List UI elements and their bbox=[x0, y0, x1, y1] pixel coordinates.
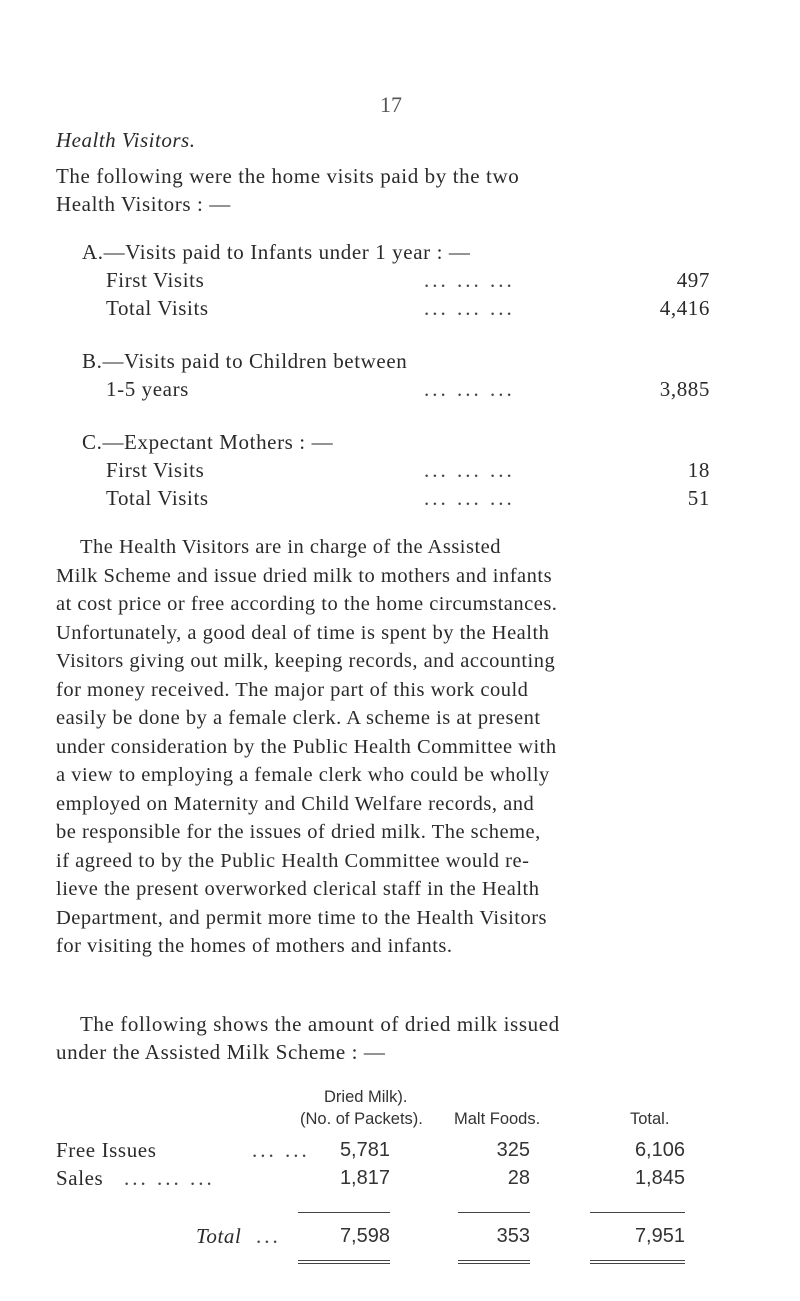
visits-c-total-value: 51 bbox=[687, 486, 710, 510]
visits-c-total-label: Total Visits bbox=[106, 486, 209, 510]
visits-c-first-dots: ... ... ... bbox=[424, 458, 515, 482]
paragraph-line: Unfortunately, a good deal of time is spent by the Health bbox=[56, 621, 550, 644]
visits-a-first-dots: ... ... ... bbox=[424, 268, 515, 292]
col-header-malt: Malt Foods. bbox=[454, 1110, 541, 1128]
rule-below-total-malt-2 bbox=[458, 1263, 530, 1264]
visits-a-total-dots: ... ... ... bbox=[424, 296, 515, 320]
row-free-issues-total: 6,106 bbox=[634, 1139, 685, 1161]
milk-scheme-paragraph bbox=[56, 533, 746, 961]
paragraph-line: employed on Maternity and Child Welfare records, and bbox=[56, 792, 535, 815]
row-sales-dried: 1,817 bbox=[339, 1167, 390, 1189]
row-free-issues-dried: 5,781 bbox=[339, 1139, 390, 1161]
paragraph-line: for visiting the homes of mothers and infants. bbox=[56, 935, 453, 957]
rule-above-total-malt bbox=[458, 1212, 530, 1213]
milk-intro-line-1: The following shows the amount of dried milk issued bbox=[80, 1012, 560, 1036]
visits-b-dots: ... ... ... bbox=[424, 377, 515, 401]
paragraph-line: under consideration by the Public Health Committee with bbox=[56, 735, 557, 758]
paragraph-line: Milk Scheme and issue dried milk to mothers and infants bbox=[56, 564, 553, 587]
row-sales-dots: ... ... ... bbox=[124, 1166, 215, 1190]
paragraph-line: Visitors giving out milk, keeping records, and accounting bbox=[56, 650, 556, 672]
rule-below-total-dried-2 bbox=[298, 1263, 390, 1264]
section-title: Health Visitors. bbox=[56, 128, 196, 152]
row-sales-malt: 28 bbox=[507, 1167, 530, 1189]
paragraph-line: if agreed to by the Public Health Committee would re- bbox=[56, 849, 530, 872]
visits-b-label: 1-5 years bbox=[106, 377, 189, 401]
col-header-total: Total. bbox=[630, 1110, 670, 1128]
paragraph-line: a view to employing a female clerk who could be wholly bbox=[56, 764, 550, 786]
intro-line-2: Health Visitors : — bbox=[56, 192, 231, 216]
intro-line-1: The following were the home visits paid by the two bbox=[56, 164, 520, 188]
row-sales-total: 1,845 bbox=[634, 1167, 685, 1189]
page-number: 17 bbox=[380, 92, 402, 117]
row-total-dried: 7,598 bbox=[339, 1225, 390, 1247]
visits-c-first-label: First Visits bbox=[106, 458, 205, 482]
col-header-dried-line2: (No. of Packets). bbox=[300, 1110, 423, 1128]
row-total-dots: ... bbox=[256, 1224, 281, 1248]
row-total-label: Total bbox=[196, 1224, 242, 1248]
paragraph-line: The Health Visitors are in charge of the Assisted bbox=[80, 536, 502, 558]
visits-b-heading: B.—Visits paid to Children between bbox=[82, 349, 408, 373]
row-free-issues-malt: 325 bbox=[496, 1139, 530, 1161]
rule-below-total-total bbox=[590, 1260, 685, 1261]
col-header-dried-line1: Dried Milk). bbox=[324, 1088, 408, 1106]
rule-above-total-total bbox=[590, 1212, 685, 1213]
paragraph-line: easily be done by a female clerk. A scheme is at present bbox=[56, 707, 541, 729]
visits-c-total-dots: ... ... ... bbox=[424, 486, 515, 510]
paragraph-line: for money received. The major part of this work could bbox=[56, 678, 529, 701]
visits-c-first-value: 18 bbox=[687, 458, 710, 482]
visits-a-total-label: Total Visits bbox=[106, 296, 209, 320]
visits-a-first-value: 497 bbox=[676, 268, 710, 292]
row-total-malt: 353 bbox=[496, 1225, 530, 1247]
rule-below-total-total-2 bbox=[590, 1263, 685, 1264]
rule-below-total-malt bbox=[458, 1260, 530, 1261]
visits-a-heading: A.—Visits paid to Infants under 1 year : — bbox=[82, 240, 471, 264]
rule-below-total-dried bbox=[298, 1260, 390, 1261]
visits-a-first-label: First Visits bbox=[106, 268, 205, 292]
paragraph-line: lieve the present overworked clerical staff in the Health bbox=[56, 878, 540, 900]
visits-a-total-value: 4,416 bbox=[659, 296, 710, 320]
paragraph-line: at cost price or free according to the home circumstances. bbox=[56, 593, 558, 615]
row-free-issues-label: Free Issues bbox=[56, 1138, 157, 1162]
row-free-issues-dots: ... ... bbox=[252, 1138, 310, 1162]
visits-c-heading: C.—Expectant Mothers : — bbox=[82, 430, 334, 454]
rule-above-total-dried bbox=[298, 1212, 390, 1213]
row-sales-label: Sales bbox=[56, 1166, 104, 1190]
paragraph-line: be responsible for the issues of dried milk. The scheme, bbox=[56, 821, 541, 843]
row-total-total: 7,951 bbox=[634, 1225, 685, 1247]
paragraph-line: Department, and permit more time to the Health Visitors bbox=[56, 906, 548, 929]
milk-intro-line-2: under the Assisted Milk Scheme : — bbox=[56, 1040, 386, 1064]
visits-b-value: 3,885 bbox=[659, 377, 710, 401]
